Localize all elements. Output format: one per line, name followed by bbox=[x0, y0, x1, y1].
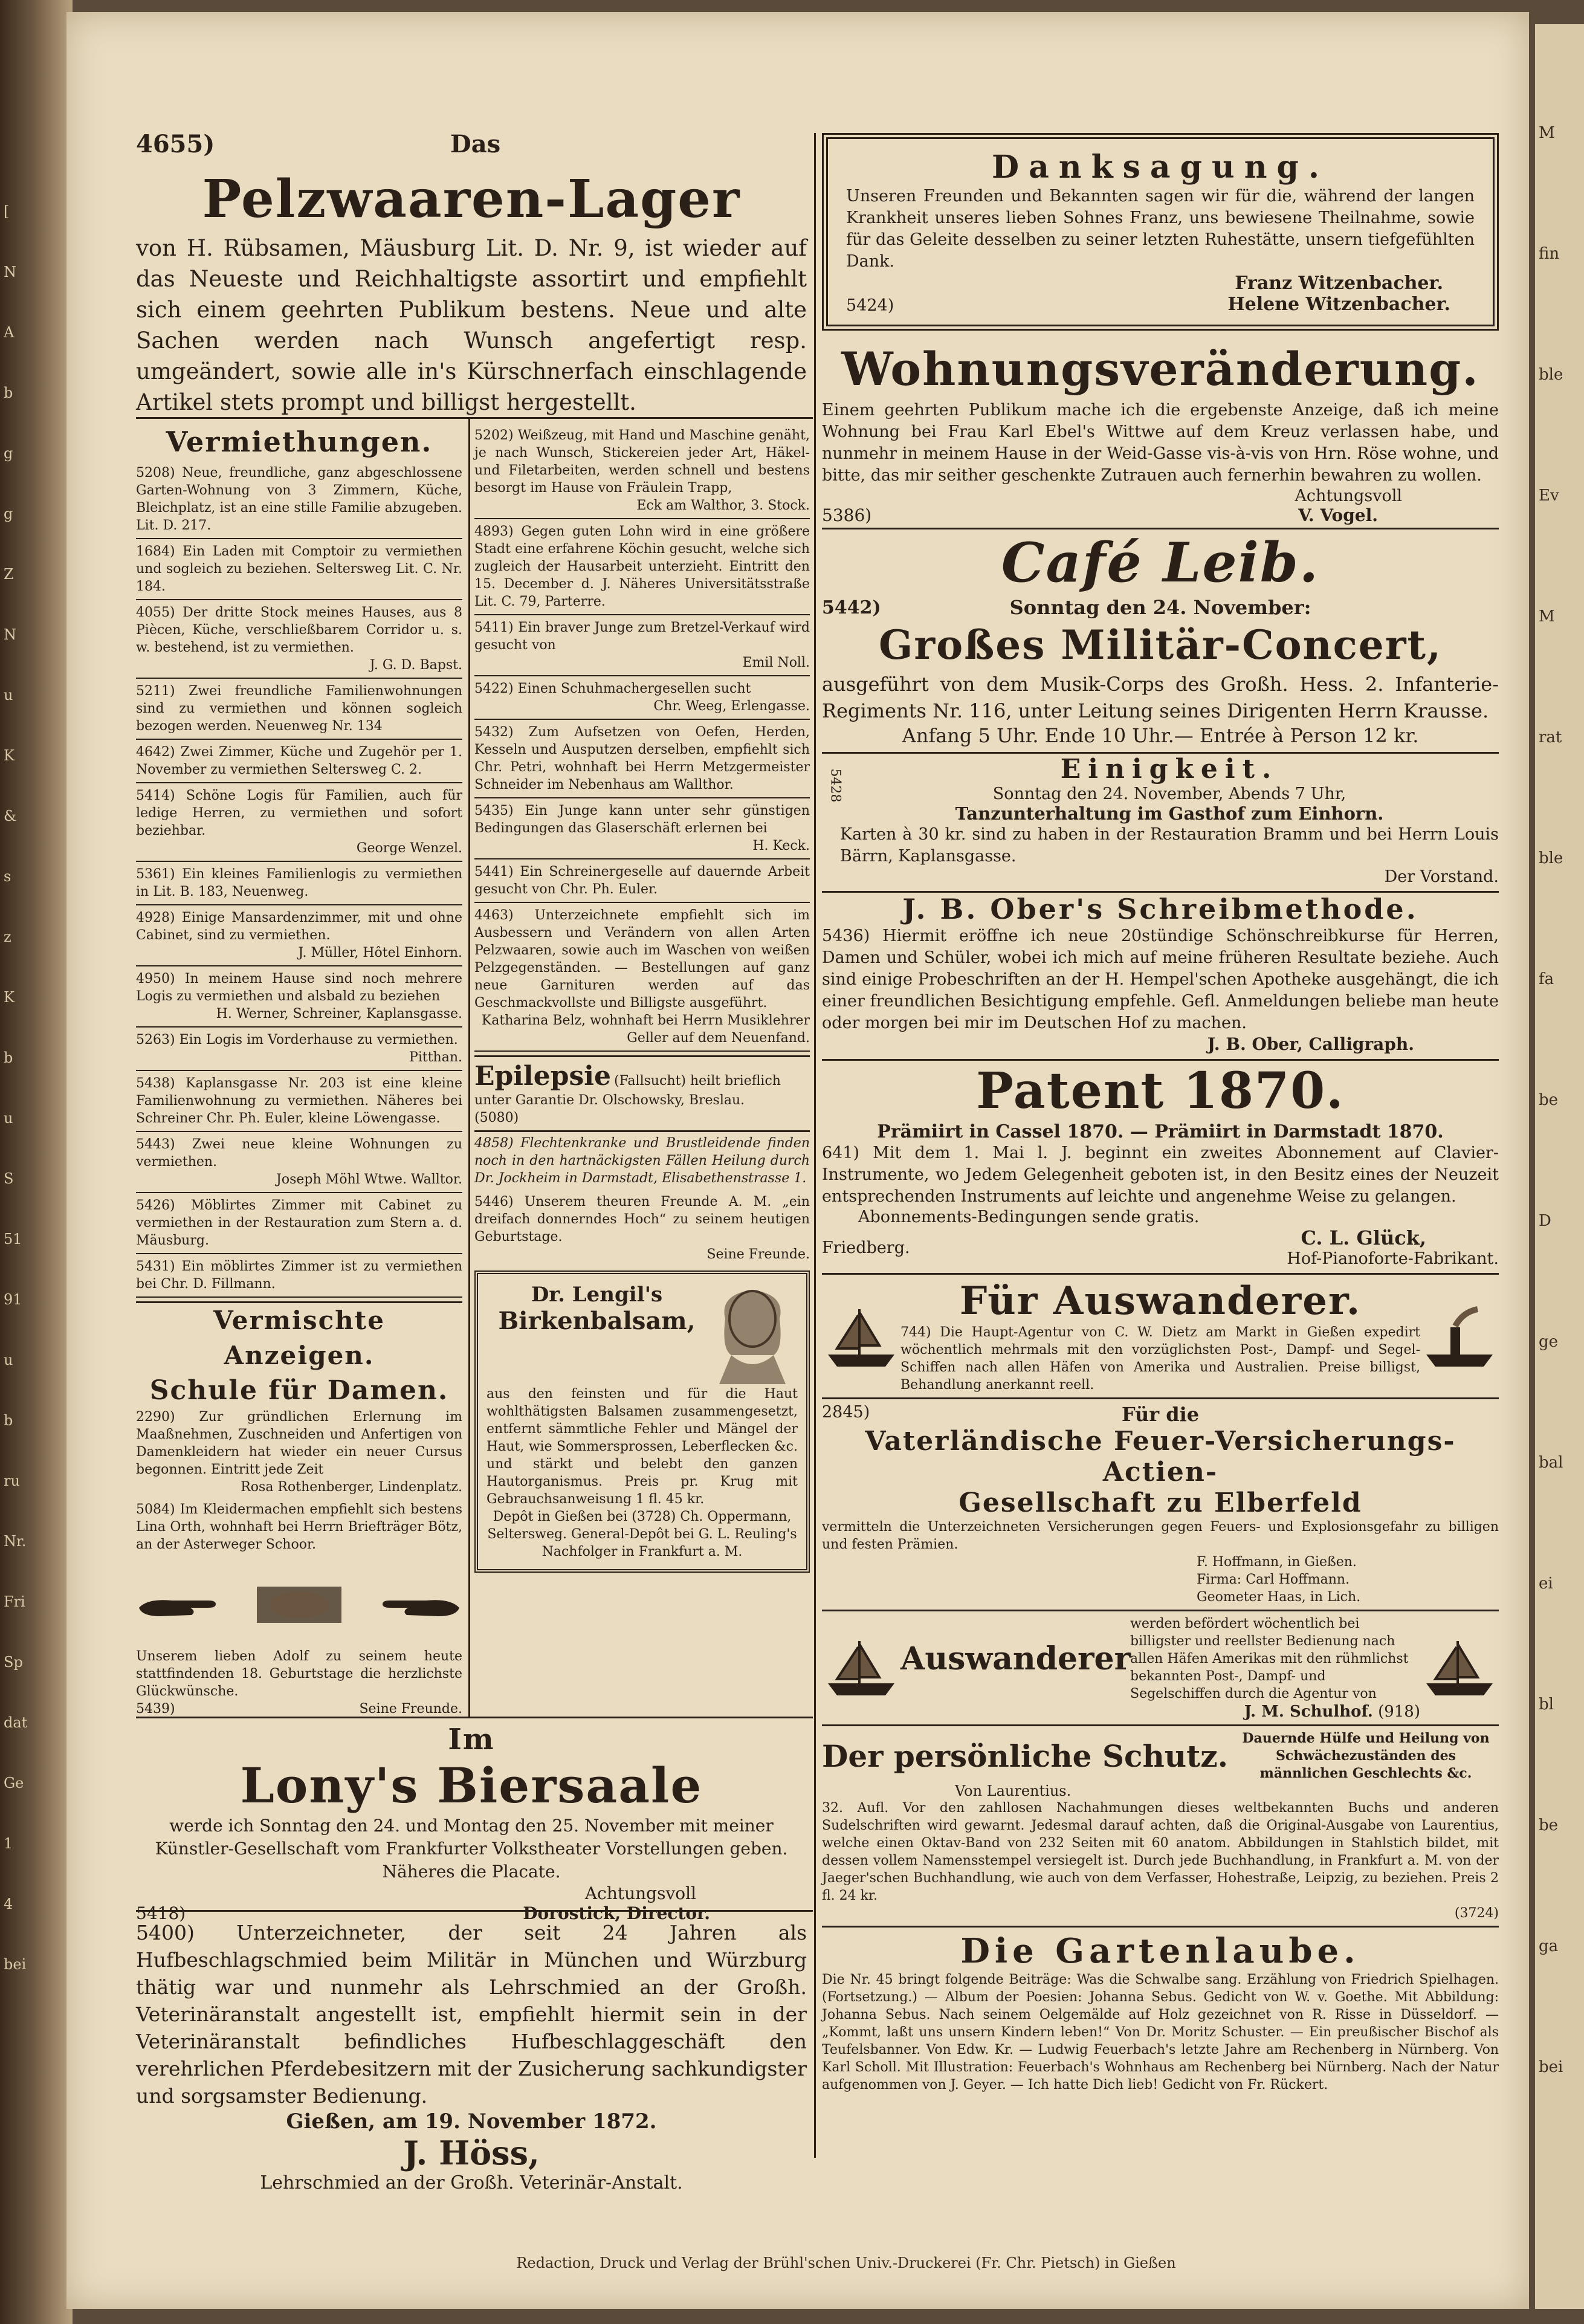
classified-ad-text: 4463) Unterzeichnete empfiehlt sich im Ausbessern und Verändern von allen Arten Pelzwaaren, sowie auch im Waschen von weißen Pelzgegenständen. — Bestellungen auf ganz neue Garnituren werden auf das Geschmackvollste und Billigste ausgeführt. bbox=[474, 908, 810, 1011]
next-page-line: be bbox=[1539, 1091, 1559, 1109]
column-a bbox=[136, 423, 462, 1718]
classified-ad-signature: Joseph Möhl Wtwe. Walltor. bbox=[276, 1172, 462, 1187]
margin-fragment: dat bbox=[4, 1714, 28, 1731]
classified-ad-text: 5361) Ein kleines Familienlogis zu vermiethen in Lit. B. 183, Neuenweg. bbox=[136, 867, 462, 899]
einigkeit-side-number: 5428 bbox=[827, 768, 843, 803]
classified-ad-text: 5422) Einen Schuhmachergesellen sucht bbox=[474, 681, 751, 696]
margin-fragment: 91 bbox=[4, 1291, 22, 1308]
next-page-line: M bbox=[1539, 607, 1555, 626]
margin-fragment: S bbox=[4, 1170, 14, 1187]
classified-ad bbox=[474, 720, 810, 798]
classified-ad bbox=[136, 905, 462, 966]
danksagung-ad bbox=[822, 133, 1499, 331]
pointing-hand-right-icon bbox=[136, 1590, 227, 1620]
next-page-line: D bbox=[1539, 1212, 1551, 1230]
classified-ad-text: 5441) Ein Schreinergeselle auf dauernde Arbeit gesucht von Chr. Ph. Euler. bbox=[474, 864, 810, 897]
patent-subtitle: Prämiirt in Cassel 1870. — Prämiirt in Darmstadt 1870. bbox=[877, 1121, 1444, 1142]
classified-ad bbox=[474, 519, 810, 615]
classified-ad bbox=[136, 679, 462, 740]
wohnung-title: Wohnungsveränderung. bbox=[841, 342, 1479, 396]
schutz-text: 32. Aufl. Vor den zahllosen Nachahmungen dieses weltbekannten Buchs und anderen Sudelschriften wird gewarnt. Jedesmal darauf achten, daß die Original-Ausgabe von Laurentius, welche einen Oktav-Band von 232 Seiten mit 60 anatom. Abbildungen in Stahlstich bildet, mit dessen vollem Namensstempel versiegelt ist. Durch jede Buchhandlung, in Frankfurt a. M. von der Jaeger'schen Buchhandlung, wie auch von dem Verfasser, Hohestraße, Leipzig, zu beziehen. Preis 2 fl. 24 kr. bbox=[822, 1801, 1499, 1903]
kleider-ad: 5084) Im Kleidermachen empfiehlt sich bestens Lina Orth, wohnhaft bei Herrn Briefträger Bötz, an der Asterweger Schoor. bbox=[136, 1502, 462, 1552]
gratulation-text: Unserem lieben Adolf zu seinem heute stattfindenden 18. Geburtstage die herzlichste Glückwünsche. bbox=[136, 1649, 462, 1699]
lady-portrait-icon bbox=[707, 1283, 798, 1385]
patent-place: Friedberg. bbox=[822, 1238, 910, 1257]
next-page-line: bei bbox=[1539, 2058, 1563, 2076]
versicherung-number: 2845) bbox=[822, 1403, 870, 1422]
classified-ad-text: 5414) Schöne Logis für Familien, auch für ledige Herren, zu vermiethen und sofort beziehbar. bbox=[136, 788, 462, 838]
classified-ad bbox=[136, 1071, 462, 1132]
margin-fragment: s bbox=[4, 868, 11, 885]
hoess-title: Lehrschmied an der Großh. Veterinär-Anstalt. bbox=[260, 2172, 683, 2193]
cafe-date: Sonntag den 24. November: bbox=[1009, 596, 1311, 619]
classified-ad bbox=[136, 862, 462, 905]
left-margin-fragments bbox=[4, 181, 28, 1995]
schule-text: 2290) Zur gründlichen Erlernung im Maaßnehmen, Zuschneiden und Anfertigen von Damenkleidern hat wieder ein neuer Cursus begonnen. Eintritt jede Zeit bbox=[136, 1410, 462, 1477]
column-rule-main bbox=[814, 133, 816, 2158]
classified-ad bbox=[474, 676, 810, 720]
margin-fragment: z bbox=[4, 928, 11, 945]
margin-fragment: b bbox=[4, 1049, 13, 1066]
wohnung-number: 5386) bbox=[822, 505, 872, 525]
hoess-text: 5400) Unterzeichneter, der seit 24 Jahren als Hufbeschlagschmied beim Militär in München und Würzburg thätig war und nunmehr als Lehrschmied an der Großh. Veterinäranstalt angestellt ist, empfiehlt hiermit sein in der Veterinäranstalt befindliches Hufbeschlaggeschäft den verehrlichen Pferdebesitzern mit der Zusicherung sachkundigster und sorgsamster Bedienung. bbox=[136, 1921, 807, 2108]
ober-title: J. B. Ober's Schreibmethode. bbox=[902, 893, 1418, 925]
classified-ad-signature: Chr. Weeg, Erlengasse. bbox=[653, 699, 810, 714]
cafe-text: ausgeführt von dem Musik-Corps des Großh. Hess. 2. Infanterie-Regiments Nr. 116, unter Leitung seines Dirigenten Herrn Krausse. bbox=[822, 673, 1499, 722]
epilepsie-text: (Fallsucht) heilt brieflich unter Garantie Dr. Olschowsky, Breslau. bbox=[474, 1073, 781, 1108]
lony-text: werde ich Sonntag den 24. und Montag den 25. November mit meiner Künstler-Gesellschaft vom Frankfurter Volkstheater Vorstellungen geben. Näheres die Placate. bbox=[155, 1816, 788, 1882]
pelzwaaren-body: von H. Rübsamen, Mäusburg Lit. D. Nr. 9, ist wieder auf das Neueste und Reichhaltigste assortirt und empfiehlt sich einem geehrten Publikum bestens. Neue und alte Sachen werden nach Wunsch angefertigt resp. umgeändert, sowie alle in's Kürschnerfach einschlagende Artikel stets prompt und billigst hergestellt. bbox=[136, 235, 807, 415]
versicherung-text: vermitteln die Unterzeichneten Versicherungen gegen Feuers- und Explosionsgefahr zu billigen und festen Prämien. bbox=[822, 1520, 1499, 1552]
hoess-ad bbox=[136, 1919, 807, 2193]
next-page-line: fa bbox=[1539, 970, 1554, 988]
auswanderer-2-signature: J. M. Schulhof. bbox=[1244, 1703, 1373, 1721]
margin-fragment: Nr. bbox=[4, 1533, 27, 1550]
auswanderer-1-title: Für Auswanderer. bbox=[959, 1278, 1362, 1324]
next-page-line: bal bbox=[1539, 1454, 1563, 1472]
versicherung-sig-3: Geometer Haas, in Lich. bbox=[1197, 1590, 1361, 1605]
versicherung-pre: Für die bbox=[1121, 1403, 1200, 1426]
next-page-line: ble bbox=[1539, 366, 1563, 384]
next-page-line: ge bbox=[1539, 1333, 1559, 1351]
margin-fragment: u bbox=[4, 1110, 13, 1127]
column-b bbox=[474, 423, 810, 1573]
margin-fragment: 51 bbox=[4, 1231, 22, 1248]
classified-ad bbox=[136, 1193, 462, 1254]
einigkeit-signature: Der Vorstand. bbox=[1384, 867, 1499, 886]
steamship-icon bbox=[1420, 1297, 1499, 1376]
epilepsie-title: Epilepsie bbox=[474, 1061, 611, 1092]
next-page-line: fin bbox=[1539, 245, 1560, 263]
margin-fragment: u bbox=[4, 687, 13, 704]
classified-ad-signature: Pitthan. bbox=[409, 1050, 462, 1065]
cafe-title: Café Leib. bbox=[1001, 531, 1320, 595]
patent-sig-1: C. L. Glück, bbox=[1301, 1226, 1426, 1249]
next-page-line: ei bbox=[1539, 1575, 1553, 1593]
birkenbalsam-text: aus den feinsten und für die Haut wohlthätigsten Balsamen zusammengesetzt, entfernt sämmtliche Fehler und Mängel der Haut, wie Sommersprossen, Leberflecken &c. und stärkt und belebt den ganzen Hautorganismus. Preis pr. Krug mit Gebrauchsanweisung 1 fl. 45 kr. bbox=[487, 1387, 798, 1507]
einigkeit-text: Karten à 30 kr. sind zu haben in der Restauration Bramm und bei Herrn Louis Bärrn, Kaplansgasse. bbox=[840, 825, 1499, 866]
margin-fragment: b bbox=[4, 1412, 13, 1429]
classified-ad-text: 1684) Ein Laden mit Comptoir zu vermiethen und sogleich zu beziehen. Seltersweg Lit. C. Nr. 184. bbox=[136, 544, 462, 594]
patent-text: 641) Mit dem 1. Mai l. J. beginnt ein zweites Abonnement auf Clavier-Instrumente, wo Jedem Gelegenheit geboten ist, in den Besitz eines der Neuzeit entsprechenden Instruments auf leichte und angenehme Weise zu gelangen. bbox=[822, 1144, 1499, 1206]
einigkeit-title: Einigkeit. bbox=[1060, 754, 1279, 785]
patent-sig-2: Hof-Pianoforte-Fabrikant. bbox=[1287, 1249, 1499, 1268]
classified-ad-text: 5211) Zwei freundliche Familienwohnungen sind zu vermiethen und können sogleich bezogen werden. Neuenweg Nr. 134 bbox=[136, 684, 462, 734]
margin-fragment: K bbox=[4, 989, 15, 1006]
patent-title: Patent 1870. bbox=[976, 1062, 1345, 1120]
wohnung-signature: V. Vogel. bbox=[1298, 505, 1378, 525]
gratulation-number: 5439) bbox=[136, 1701, 175, 1717]
pelzwaaren-ad bbox=[136, 130, 807, 418]
epilepsie-number: (5080) bbox=[474, 1110, 519, 1125]
pointing-hands-row bbox=[136, 1571, 462, 1638]
lony-achtungsvoll: Achtungsvoll bbox=[584, 1883, 697, 1903]
schule-title: Schule für Damen. bbox=[149, 1375, 449, 1406]
ober-signature: J. B. Ober, Calligraph. bbox=[1207, 1034, 1414, 1054]
next-page-line: ga bbox=[1539, 1937, 1559, 1955]
auswanderer-1-text: 744) Die Haupt-Agentur von C. W. Dietz am Markt in Gießen expedirt wöchentlich mehrmals mit den vorzüglichsten Post-, Dampf- und Segel-Schiffen nach allen Häfen von Amerika und Australien. Preise billigst, Behandlung anerkannt reell. bbox=[900, 1325, 1420, 1393]
das-label: Das bbox=[450, 130, 501, 158]
versicherung-sig-2: Firma: Carl Hoffmann. bbox=[1197, 1572, 1350, 1587]
ad-number: 4655) bbox=[136, 130, 215, 158]
classified-ad-signature: Eck am Walthor, 3. Stock. bbox=[636, 498, 810, 513]
next-page-line: Ev bbox=[1539, 487, 1559, 505]
birkenbalsam-title-1: Dr. Lengil's bbox=[531, 1283, 663, 1307]
classified-ad-signature: Katharina Belz, wohnhaft bei Herrn Musiklehrer Geller auf dem Neuenfand. bbox=[481, 1013, 810, 1046]
gratulation-signature: Seine Freunde. bbox=[359, 1701, 462, 1717]
classified-ad-text: 5432) Zum Aufsetzen von Oefen, Herden, Kesseln und Ausputzen derselben, empfiehlt sich Chr. Petri, wohnhaft bei Herrn Metzgermeister Schneider im Nebenhaus am Wallthor. bbox=[474, 725, 810, 792]
sailing-ship-right-icon bbox=[1420, 1632, 1499, 1704]
margin-fragment: bei bbox=[4, 1956, 27, 1973]
classified-ad-text: 5426) Möblirtes Zimmer mit Cabinet zu vermiethen in der Restauration zum Stern a. d. Mäusburg. bbox=[136, 1198, 462, 1248]
margin-fragment: A bbox=[4, 324, 15, 341]
classified-ad-text: 4055) Der dritte Stock meines Hauses, aus 8 Piècen, Küche, verschließbarem Corridor u. s. w. bestehend, ist zu vermiethen. bbox=[136, 605, 462, 655]
margin-fragment: Z bbox=[4, 566, 14, 583]
classified-ad-text: 5263) Ein Logis im Vorderhause zu vermiethen. bbox=[136, 1032, 458, 1047]
margin-fragment: g bbox=[4, 445, 13, 462]
classified-ad-text: 4893) Gegen guten Lohn wird in eine größere Stadt eine erfahrene Köchin gesucht, welche sich zugleich der Hausarbeit unterzieht. Eintritt den 15. December d. J. Näheres Universitätsstraße Lit. C. 79, Parterre. bbox=[474, 524, 810, 609]
classified-ad-text: 4642) Zwei Zimmer, Küche und Zugehör per 1. November zu vermiethen Selterswеg C. 2. bbox=[136, 745, 462, 777]
classified-ad bbox=[136, 461, 462, 539]
margin-fragment: ru bbox=[4, 1472, 20, 1489]
birkenbalsam-title-2: Birkenbalsam, bbox=[498, 1307, 696, 1335]
classified-ad bbox=[136, 966, 462, 1028]
classified-ad bbox=[474, 859, 810, 903]
classified-ad-text: 5411) Ein braver Junge zum Bretzel-Verkauf wird gesucht von bbox=[474, 620, 810, 653]
lony-ad bbox=[136, 1723, 807, 1923]
hoess-date: Gießen, am 19. November 1872. bbox=[286, 2109, 657, 2134]
next-page-line: M bbox=[1539, 124, 1555, 142]
schutz-side: Dauernde Hülfe und Heilung von Schwächezuständen des männlichen Geschlechts &c. bbox=[1242, 1730, 1490, 1781]
next-page-line: be bbox=[1539, 1816, 1559, 1834]
cafe-number: 5442) bbox=[822, 597, 881, 618]
versicherung-title-1: Vaterländische Feuer-Versicherungs-Actien- bbox=[865, 1426, 1456, 1487]
classified-ad bbox=[474, 423, 810, 519]
right-column bbox=[822, 133, 1499, 2097]
versicherung-sig-1: F. Hoffmann, in Gießen. bbox=[1197, 1555, 1357, 1570]
classified-ad bbox=[136, 1254, 462, 1298]
pointing-hand-left-icon bbox=[372, 1590, 462, 1620]
birkenbalsam-ad bbox=[474, 1270, 810, 1573]
gartenlaube-title: Die Gartenlaube. bbox=[960, 1931, 1360, 1971]
margin-fragment: [ bbox=[4, 203, 10, 220]
margin-fragment: Ge bbox=[4, 1775, 24, 1792]
classified-ad-signature: H. Werner, Schreiner, Kaplansgasse. bbox=[216, 1006, 462, 1021]
birkenbalsam-depot: Depôt in Gießen bei (3728) Ch. Oppermann, Seltersweg. General-Depôt bei G. L. Reuling's Nachfolger in Frankfurt a. M. bbox=[487, 1509, 797, 1559]
margin-fragment: u bbox=[4, 1351, 13, 1368]
wohnung-achtungsvoll: Achtungsvoll bbox=[1295, 487, 1402, 505]
classified-ad-text: 5202) Weißzeug, mit Hand und Maschine genäht, je nach Wunsch, Stickereien jeder Art, Häkel- und Filetarbeiten, werden schnell und bestens besorgt im Hause von Fräulein Trapp, bbox=[474, 428, 810, 496]
danksagung-sig-2: Helene Witzenbacher. bbox=[1227, 294, 1450, 315]
schutz-author: Von Laurentius. bbox=[955, 1782, 1072, 1799]
patent-text-2: Abonnements-Bedingungen sende gratis. bbox=[858, 1208, 1200, 1226]
freunde-signature: Seine Freunde. bbox=[706, 1247, 810, 1262]
classified-ad-signature: H. Keck. bbox=[752, 838, 810, 853]
margin-fragment: Fri bbox=[4, 1593, 25, 1610]
auswanderer-2-number: (918) bbox=[1378, 1703, 1420, 1721]
epilepsie-ad bbox=[474, 1055, 810, 1132]
classified-ad bbox=[136, 783, 462, 862]
classified-ad bbox=[136, 539, 462, 600]
versicherung-title-2: Gesellschaft zu Elberfeld bbox=[958, 1487, 1362, 1518]
classified-ad-text: 4950) In meinem Hause sind noch mehrere Logis zu vermiethen und alsbald zu beziehen bbox=[136, 971, 462, 1004]
classified-ad bbox=[474, 615, 810, 676]
classified-ad-text: 5438) Kaplansgasse Nr. 203 ist eine kleine Familienwohnung zu vermiethen. Näheres bei Schreiner Chr. Ph. Euler, kleine Löwengasse. bbox=[136, 1076, 462, 1126]
margin-fragment: & bbox=[4, 808, 17, 824]
danksagung-title: Danksagung. bbox=[991, 149, 1330, 186]
margin-fragment: N bbox=[4, 264, 16, 280]
next-page-edge bbox=[1535, 24, 1584, 2309]
danksagung-text: Unseren Freunden und Bekannten sagen wir für die, während der langen Krankheit unseres lieben Sohnes Franz, uns bewiesene Theilnahme, sowie für das Geleite desselben zu seiner letzten Ruhestätte, unsern tiefgefühlten Dank. bbox=[846, 187, 1475, 271]
classified-ad-text: 5435) Ein Junge kann unter sehr günstigen Bedingungen das Glaserschäft erlernen bei bbox=[474, 803, 810, 836]
classified-ad bbox=[136, 740, 462, 783]
danksagung-sig-1: Franz Witzenbacher. bbox=[1235, 273, 1444, 294]
next-page-line: bl bbox=[1539, 1695, 1554, 1714]
margin-fragment: K bbox=[4, 747, 15, 764]
danksagung-number: 5424) bbox=[846, 296, 894, 315]
classified-ad bbox=[136, 1132, 462, 1193]
classified-ad-signature: Emil Noll. bbox=[742, 655, 810, 670]
lony-director: Dorostick, Director. bbox=[523, 1903, 710, 1923]
margin-fragment: N bbox=[4, 626, 16, 643]
sailing-ship-icon bbox=[822, 1297, 900, 1376]
schutz-title: Der persönliche Schutz. bbox=[822, 1738, 1229, 1774]
classified-ad-text: 5431) Ein möblirtes Zimmer ist zu vermiethen bei Chr. D. Fillmann. bbox=[136, 1259, 462, 1292]
margin-fragment: Sp bbox=[4, 1654, 23, 1671]
wohnung-text: Einem geehrten Publikum mache ich die ergebenste Anzeige, daß ich meine Wohnung bei Frau Karl Ebel's Wittwe auf dem Kreuz verlassen habe, und nunmehr in meinem Hause in der Weid-Gasse vis-à-vis von Hrn. Röse wohne, und bitte, das mir seither geschenkte Zutrauen auch fernerhin bewahren zu wollen. bbox=[822, 401, 1499, 485]
einigkeit-date: Sonntag den 24. November, Abends 7 Uhr, bbox=[992, 785, 1346, 803]
classified-ad bbox=[474, 798, 810, 859]
column-rule-left bbox=[468, 417, 470, 1717]
classified-ad-signature: J. G. D. Bapst. bbox=[369, 658, 462, 673]
classified-ad-signature: George Wenzel. bbox=[356, 841, 462, 856]
sailing-ship-left-icon bbox=[822, 1632, 900, 1704]
classified-ad-text: 5443) Zwei neue kleine Wohnungen zu vermiethen. bbox=[136, 1137, 462, 1170]
gartenlaube-text: Die Nr. 45 bringt folgende Beiträge: Was die Schwalbe sang. Erzählung von Friedrich Spielhagen. (Fortsetzung.) — Album der Poesien: Johanna Sebus. Gedicht von W. v. Goethe. Mit Abbildung: Johanna Sebus. Nach seinem Oelgemälde auf Holz gezeichnet von R. Risse in Düsseldorf. — „Kommt, laßt uns unsern Kindern leben!“ Von Dr. Moritz Schuster. — Ein preußischer Bischof als Teufelsbanner. Von Edw. Kr. — Ludwig Feuerbach's letzte Jahre am Rechenberg in Nürnberg. Von Karl Scholl. Mit Illustration: Feuerbach's Wohnhaus am Rechenberg bei Nürnberg. Nach der Natur aufgenommen von J. Geyer. — Ich hatte Dich lieb! Gedicht von Fr. Rückert. bbox=[822, 1972, 1499, 2093]
vermischte-heading: Vermischte Anzeigen. bbox=[213, 1306, 385, 1370]
imprint-footer: Redaction, Druck und Verlag der Brühl'schen Univ.-Druckerei (Fr. Chr. Pietsch) in Gießen bbox=[516, 2254, 1176, 2271]
vermiethungen-heading: Vermiethungen. bbox=[166, 426, 433, 458]
lony-im: Im bbox=[448, 1723, 495, 1756]
einigkeit-event: Tanzunterhaltung im Gasthof zum Einhorn. bbox=[955, 803, 1384, 824]
classified-ad-signature: J. Müller, Hôtel Einhorn. bbox=[298, 945, 462, 960]
classified-ad bbox=[136, 600, 462, 679]
classified-ad bbox=[474, 903, 810, 1052]
freunde-ad: 5446) Unserem theuren Freunde A. M. „ein dreifach donnerndes Hoch“ zu seinem heutigen Geburtstage. bbox=[474, 1194, 810, 1245]
next-page-line: ble bbox=[1539, 849, 1563, 867]
classified-ad-text: 4928) Einige Mansardenzimmer, mit und ohne Cabinet, sind zu vermiethen. bbox=[136, 910, 462, 943]
auswanderer-2-text: werden befördert wöchentlich bei billigster und reellster Bedienung nach allen Häfen Amerikas mit den rühmlichst bekannten Post-, Dampf- und Segelschiffen durch die Agentur von bbox=[1130, 1616, 1409, 1701]
lony-number: 5418) bbox=[136, 1903, 186, 1923]
schule-signature: Rosa Rothenberger, Lindenplatz. bbox=[241, 1480, 462, 1495]
flechten-ad: 4858) Flechtenkranke und Brustleidende finden noch in den hartnäckigsten Fällen Heilung durch Dr. Jockheim in Darmstadt, Elisabethenstrasse 1. bbox=[474, 1136, 810, 1186]
pelzwaaren-title: Pelzwaaren-Lager bbox=[202, 169, 741, 230]
classified-ad bbox=[136, 1028, 462, 1071]
cafe-concert-title: Großes Militär-Concert, bbox=[878, 621, 1443, 668]
margin-fragment: 1 bbox=[4, 1835, 13, 1852]
classified-ad-text: 5208) Neue, freundliche, ganz abgeschlossene Garten-Wohnung von 3 Zimmern, Küche, Bleichplatz, ist an eine stille Familie abzugeben. Lit. D. 217. bbox=[136, 465, 462, 533]
cafe-times: Anfang 5 Uhr. Ende 10 Uhr.— Entrée à Person 12 kr. bbox=[822, 724, 1499, 754]
ober-text: 5436) Hiermit eröffne ich neue 20stündige Schönschreibkurse für Herren, Damen und Schüler, wobei ich mich auf meine früheren Resultate beziehe. Auch sind einige Probeschriften an der H. Hempel'schen Apotheke ausgehängt, die ich einer freundlichen Besichtigung empfehle. Gefl. Anmeldungen beliebe man heute oder morgen bei mir im Deutschen Hof zu machen. bbox=[822, 927, 1499, 1032]
auswanderer-2-title: Auswanderer bbox=[900, 1640, 1131, 1677]
margin-fragment: b bbox=[4, 384, 13, 401]
hoess-name: J. Höss, bbox=[403, 2134, 540, 2172]
lony-title: Lony's Biersaale bbox=[240, 1757, 703, 1814]
schutz-number: (3724) bbox=[1454, 1906, 1499, 1921]
margin-fragment: g bbox=[4, 505, 13, 522]
ornament-vignette-icon bbox=[251, 1575, 348, 1635]
margin-fragment: 4 bbox=[4, 1895, 13, 1912]
next-page-line: rat bbox=[1539, 728, 1562, 746]
